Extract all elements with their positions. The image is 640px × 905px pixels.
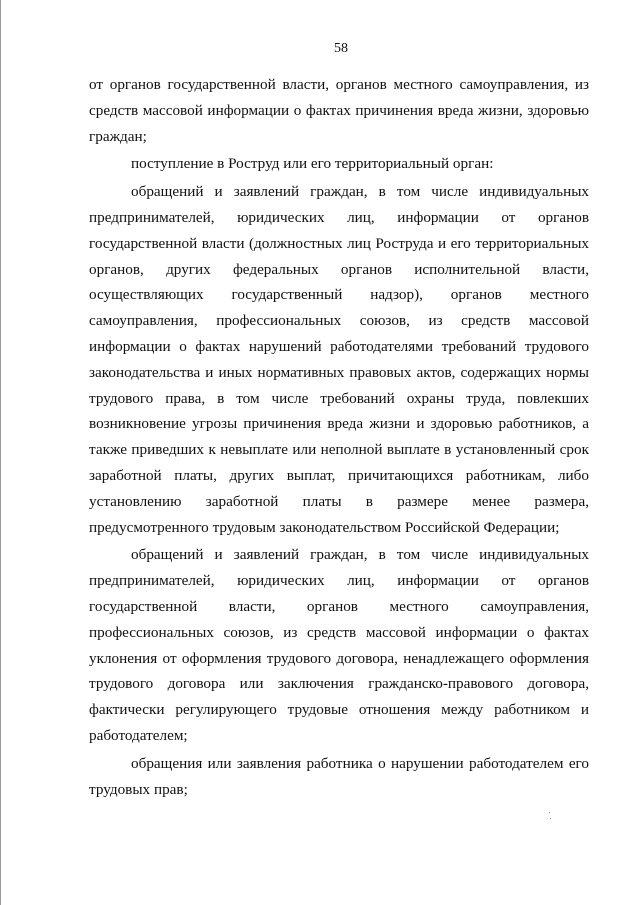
scan-speck	[549, 812, 550, 813]
paragraph-2: поступление в Роструд или его территориальный орган:	[131, 155, 494, 173]
paragraph-4: обращений и заявлений граждан, в том числе индивидуальных предпринимателей, юридических лиц, информации от органов государственной власти, органов местного самоуправления, профессиональных союзов, из средств массовой информации о фактах уклонения от оформления трудового договора, ненадлежащего оформления трудового договора или заключения гражданско-правового договора, фактически регулирующего трудовые отношения между работником и работодателем;	[89, 546, 589, 744]
page-number: 58	[334, 41, 348, 56]
scan-speck	[550, 818, 551, 819]
paragraph-1: от органов государственной власти, органов местного самоуправления, из средств массовой информации о фактах причинения вреда жизни, здоровью граждан;	[89, 76, 589, 145]
document-body	[89, 72, 589, 802]
paragraph-5: обращения или заявления работника о нарушении работодателем его трудовых прав;	[89, 754, 589, 798]
paragraph-3: обращений и заявлений граждан, в том числе индивидуальных предпринимателей, юридических лиц, информации от органов государственной власти (должностных лиц Роструда и его территориальных органов, других федеральных органов исполнительной власти, осуществляющих государственный надзор), органов местного самоуправления, профессиональных союзов, из средств массовой информации о фактах нарушений работодателями требований трудового законодательства и иных нормативных правовых актов, содержащих нормы трудового права, в том числе требований охраны труда, повлекших возникновение угрозы причинения вреда жизни и здоровью работников, а также приведших к невыплате или неполной выплате в установленный срок заработной платы, других выплат, причитающихся работникам, либо установлению заработной платы в размере менее размера, предусмотренного трудовым законодательством Российской Федерации;	[89, 183, 589, 536]
